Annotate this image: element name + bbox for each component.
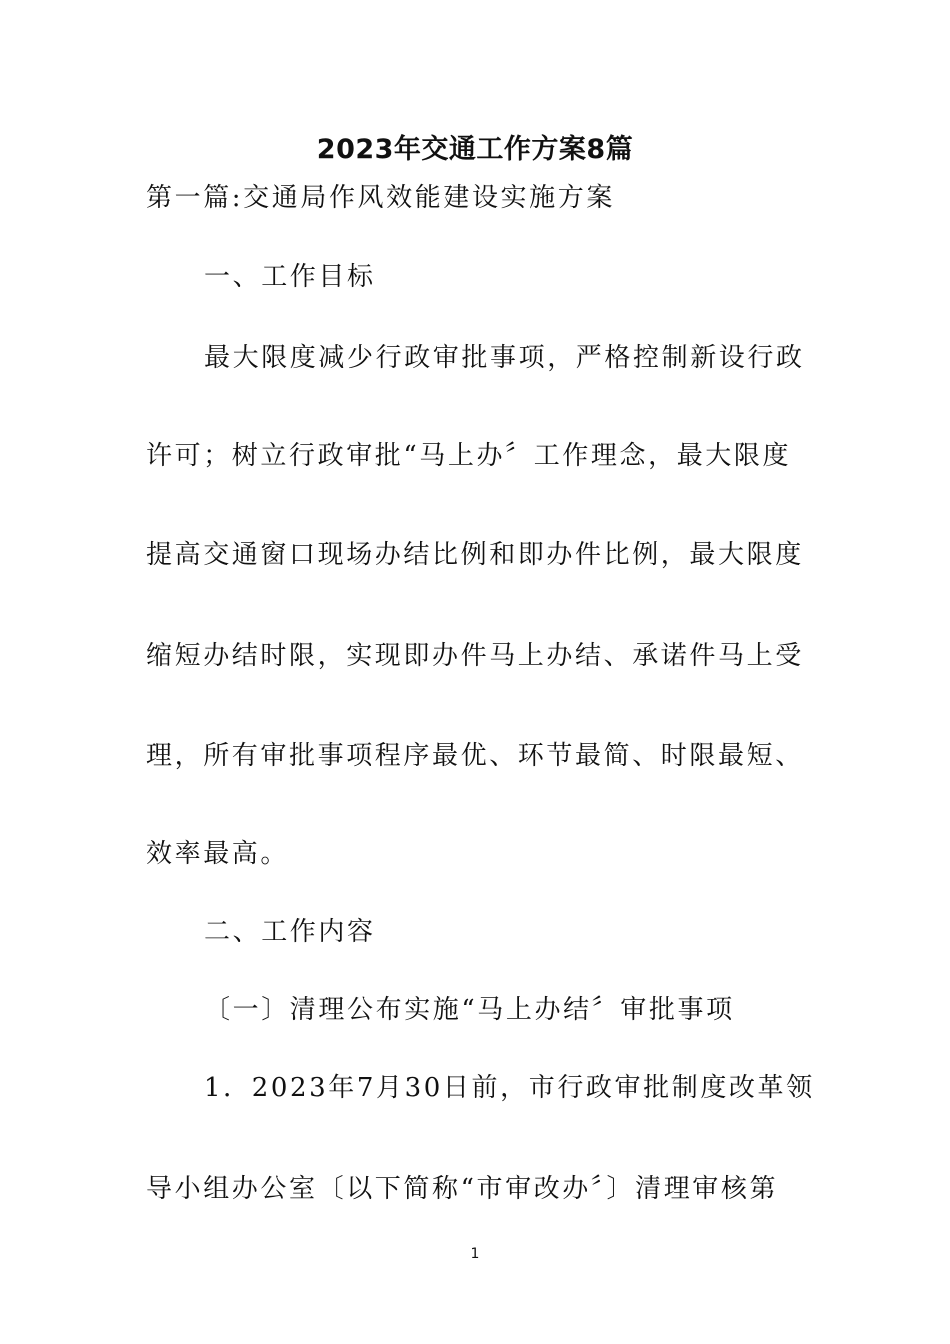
paragraph-line: 提高交通窗口现场办结比例和即办件比例，最大限度 [146, 540, 804, 570]
section-heading-work-goals: 一、工作目标 [204, 262, 376, 292]
paragraph-line: 效率最高。 [146, 839, 290, 869]
section-heading-work-content: 二、工作内容 [204, 917, 376, 947]
paragraph-line: 1．2023年7月30日前，市行政审批制度改革领 [204, 1073, 815, 1103]
paragraph-line: 导小组办公室〔以下简称“市审改办〞〕清理审核第 [146, 1174, 779, 1204]
page-number: 1 [470, 1246, 480, 1262]
paragraph-line: 缩短办结时限，实现即办件马上办结、承诺件马上受 [146, 641, 804, 671]
section-heading-part-one: 第一篇:交通局作风效能建设实施方案 [146, 183, 615, 213]
subsection-heading: 〔一〕清理公布实施“马上办结〞审批事项 [204, 995, 735, 1025]
paragraph-line: 理，所有审批事项程序最优、环节最简、时限最短、 [146, 741, 804, 771]
paragraph-line: 许可；树立行政审批“马上办〞工作理念，最大限度 [146, 441, 792, 471]
paragraph-line: 最大限度减少行政审批事项，严格控制新设行政 [204, 343, 805, 373]
document-title: 2023年交通工作方案8篇 [316, 134, 634, 165]
